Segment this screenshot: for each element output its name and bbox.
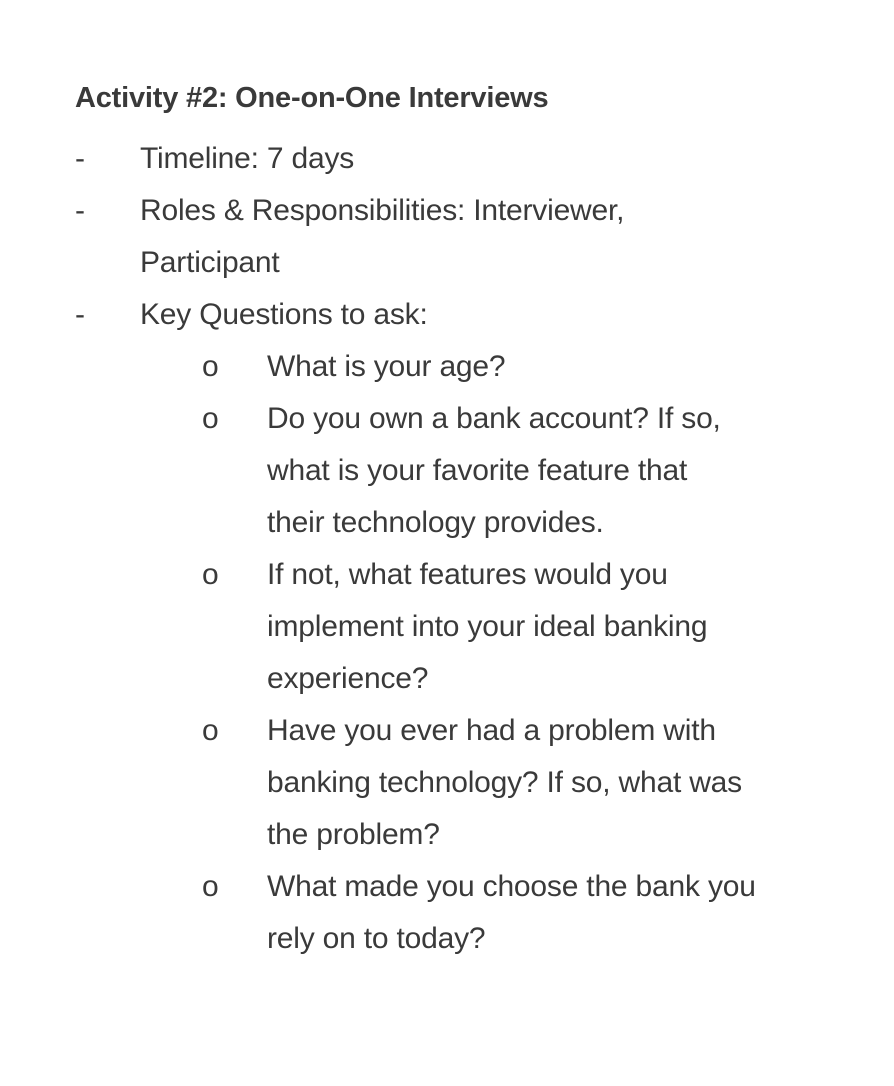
circle-bullet: o [202,350,219,383]
question-problem-line-1: Have you ever had a problem with [267,714,716,747]
question-age: What is your age? [267,350,506,383]
dash-bullet: - [75,194,85,227]
question-choice-line-1: What made you choose the bank you [267,870,756,903]
circle-bullet: o [202,558,219,591]
circle-bullet: o [202,870,219,903]
question-bank-account-line-1: Do you own a bank account? If so, [267,402,721,435]
key-questions-item: Key Questions to ask: [140,298,428,331]
question-features-line-2: implement into your ideal banking [267,610,708,643]
question-problem-line-3: the problem? [267,818,440,851]
question-bank-account-line-3: their technology provides. [267,506,604,539]
question-features-line-3: experience? [267,662,429,695]
circle-bullet: o [202,714,219,747]
question-choice-line-2: rely on to today? [267,922,486,955]
circle-bullet: o [202,402,219,435]
dash-bullet: - [75,298,85,331]
dash-bullet: - [75,142,85,175]
activity-heading: Activity #2: One-on-One Interviews [75,82,549,114]
roles-item-line-2: Participant [140,246,280,279]
question-bank-account-line-2: what is your favorite feature that [267,454,688,487]
roles-item-line-1: Roles & Responsibilities: Interviewer, [140,194,625,227]
question-features-line-1: If not, what features would you [267,558,668,591]
question-problem-line-2: banking technology? If so, what was [267,766,742,799]
timeline-item: Timeline: 7 days [140,142,355,175]
